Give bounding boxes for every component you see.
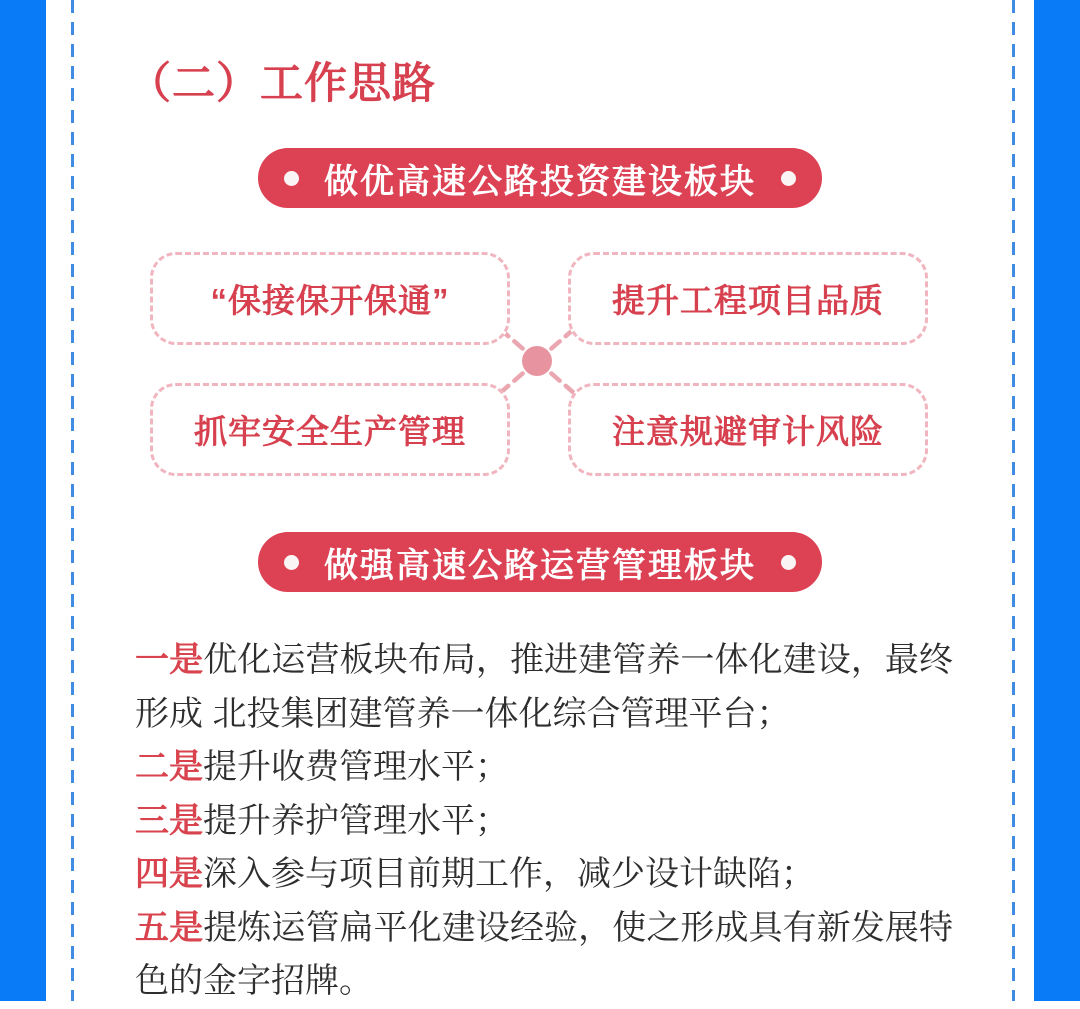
callout-label: 注意规避审计风险 [612, 413, 884, 450]
section-title: （二）工作思路 [128, 60, 436, 108]
list-item [135, 902, 953, 1009]
point-text: 深入参与项目前期工作，减少设计缺陷； [203, 855, 815, 893]
callout-box-project-quality [568, 252, 928, 345]
banner-right-dot-icon [781, 171, 796, 186]
left-dashed-line [71, 0, 74, 1001]
callout-box-audit-risk [568, 383, 928, 476]
point-text: 提升养护管理水平； [203, 801, 509, 840]
left-blue-bar [0, 0, 46, 1001]
point-text: 提升收费管理水平； [203, 748, 509, 786]
list-item [135, 848, 953, 902]
right-blue-bar [1034, 0, 1080, 1001]
center-dot-icon [522, 346, 552, 376]
callout-box-safety-production [150, 383, 510, 476]
point-lead: 四是 [135, 855, 203, 893]
point-lead: 五是 [135, 908, 204, 947]
banner-left-dot-icon [284, 171, 299, 186]
callout-box-baojie [150, 252, 510, 345]
banner-right-dot-icon [781, 555, 796, 570]
callout-label: 抓牢安全生产管理 [194, 413, 466, 450]
right-dashed-line [1012, 0, 1015, 1001]
point-lead: 二是 [135, 748, 203, 786]
point-lead: 一是 [135, 641, 204, 679]
callout-label: 提升工程项目品质 [612, 282, 884, 319]
banner-operation-management [258, 532, 822, 592]
point-text: 优化运营板块布局，推进建管养一体化建设，最终形成 北投集团建管养一体化综合管理平台； [135, 641, 954, 733]
body-point-list [135, 634, 953, 1009]
point-lead: 三是 [135, 801, 203, 840]
banner-investment-construction [258, 148, 822, 208]
point-text: 提炼运管扁平化建设经验，使之形成具有新发展特色的金字招牌。 [135, 908, 954, 1000]
banner-label: 做强高速公路运营管理板块 [324, 546, 756, 585]
list-item [135, 795, 953, 849]
banner-label: 做优高速公路投资建设板块 [324, 162, 756, 201]
callout-label: “保接保开保通” [210, 282, 450, 319]
list-item [135, 741, 953, 795]
list-item [135, 634, 953, 741]
banner-left-dot-icon [284, 555, 299, 570]
